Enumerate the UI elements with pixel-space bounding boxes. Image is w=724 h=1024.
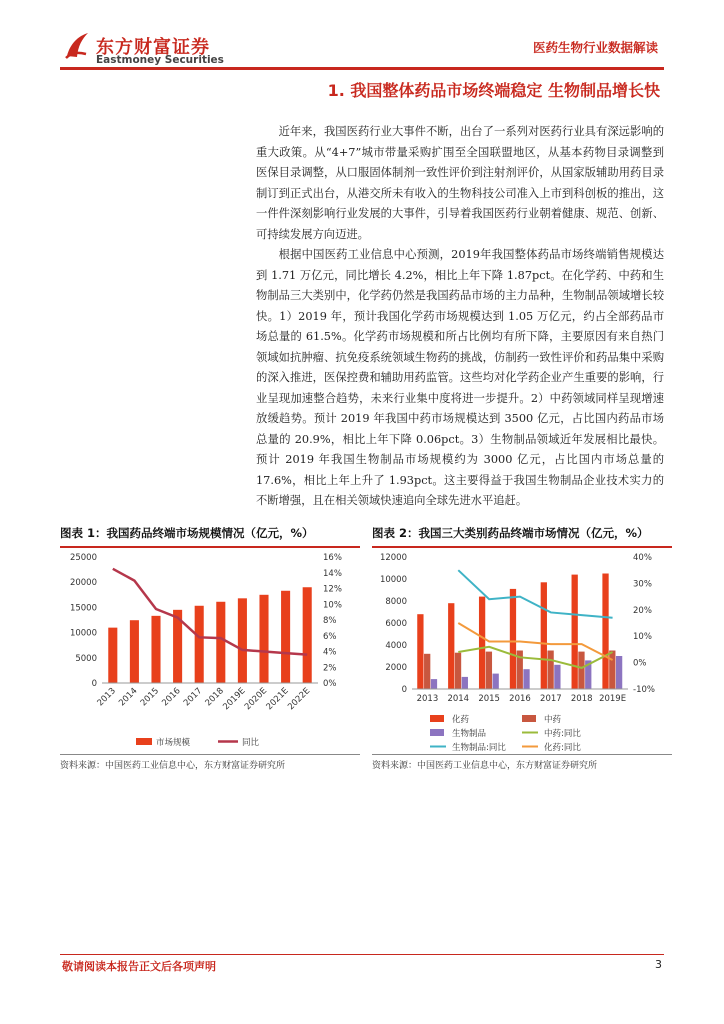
y-left-tick: 5000 <box>75 653 97 664</box>
figure-2-title: 图表 2：我国三大类别药品终端市场情况（亿元，%） <box>372 525 672 548</box>
section-title: 1. 我国整体药品市场终端稳定 生物制品增长快 <box>327 81 660 100</box>
footer-divider <box>60 954 664 955</box>
bar-tcm <box>424 654 430 689</box>
legend-swatch-hy <box>430 715 444 722</box>
brand-name-cn: 东方财富证券 <box>96 37 210 58</box>
paragraph-1: 近年来，我国医药行业大事件不断，出台了一系列对医药行业具有深远影响的重大政策。从“4+7”城市带量采购扩围至全国联盟地区，从基本药物目录调整到医保目录调整，从口服固体制剂一致性评价到注射剂评价，从国家版辅助用药目录制订到正式出台，从港交所未有收入的生物科技公司准入上市到科创板的推出，这一件件深刻影响行业发展的大事件，引导着我国医药行业朝着健康、规范、创新、可持续发展方向迈进。 <box>256 125 664 241</box>
bar-chemical <box>602 574 608 690</box>
bar-chemical <box>572 575 578 689</box>
bar-biologic <box>431 679 437 689</box>
bar-market-size <box>303 587 312 683</box>
legend-swatch-zy <box>522 715 536 722</box>
x-tick-label: 2013 <box>95 686 118 709</box>
bar-tcm <box>547 651 553 690</box>
y-right-tick: 6% <box>323 631 337 642</box>
y-right-tick: 2% <box>323 663 337 674</box>
y-left-tick: 10000 <box>379 575 407 585</box>
y-left-tick: 10000 <box>69 628 97 639</box>
x-tick-label: 2014 <box>447 694 470 704</box>
page-number: 3 <box>655 958 662 971</box>
x-tick-label: 2019E <box>599 694 627 704</box>
y-right-tick: 40% <box>633 553 652 563</box>
footer-disclaimer: 敬请阅读本报告正文后各项声明 <box>62 960 216 973</box>
legend-label-bar: 市场规模 <box>156 738 191 748</box>
figure-2-legend <box>430 714 581 753</box>
bar-market-size <box>108 628 117 683</box>
x-tick-label: 2018 <box>570 694 593 704</box>
bar-chemical <box>448 603 454 689</box>
bar-biologic <box>493 674 499 689</box>
bar-market-size <box>216 602 225 683</box>
paragraph-2: 根据中国医药工业信息中心预测，2019年我国整体药品市场终端销售规模达到 1.71 万亿元，同比增长 4.2%，相比上年下降 1.87pct。在化学药、中药和生物制品三大类别中，化学药仍然是我国药品市场的主力品种，生物制品领域增长较快。1）2019 年，预计我国化学药市场规模达到 1.05 万亿元，约占全部药品市场总量的 61.5%。化学药市场规模和所占比例均有所下降，主要原因有来自热门领域如抗肿瘤、抗免疫系统领域生物药的挑战，仿制药一致性评价和药品集中采购的深入推进，医保控费和辅助用药监管。这些均对化学药企业产生重要的影响，行业呈现加速整合趋势，未来行业集中度将进一步提升。2）中药领域同样呈现增速放缓趋势。预计 2019 年我国中药市场规模达到 3500 亿元，占比国内药品市场总量的 20.9%，相比上年下降 0.06pct。3）生物制品领域近年发展相比最快。预计 2019 年我国生物制品市场规模约为 3000 亿元，占比国内市场总量的 17.6%，相比上年上升了 1.93pct。这主要得益于我国生物制品企业技术实力的不断增强，且在相关领域快速追向全球先进水平追赶。 <box>256 248 664 507</box>
bar-market-size <box>238 598 247 683</box>
legend-label-sw: 生物制品 <box>452 729 487 739</box>
figure-1-title: 图表 1：我国药品终端市场规模情况（亿元，%） <box>60 525 360 548</box>
eastmoney-logo-icon <box>64 30 90 60</box>
y-left-tick: 12000 <box>379 553 407 563</box>
bar-chemical <box>417 614 423 689</box>
y-right-tick: 4% <box>323 647 337 658</box>
y-left-tick: 25000 <box>69 553 97 563</box>
figure-2-source: 资料来源：中国医药工业信息中心，东方财富证券研究所 <box>372 754 672 771</box>
y-right-tick: 0% <box>633 658 647 669</box>
x-tick-label: 2016 <box>160 686 183 709</box>
y-left-tick: 15000 <box>69 603 97 614</box>
bar-chemical <box>541 582 547 689</box>
y-right-tick: 10% <box>633 632 652 643</box>
figure-2-chart <box>372 549 672 754</box>
figure-1-source: 资料来源：中国医药工业信息中心，东方财富证券研究所 <box>60 754 360 771</box>
y-right-tick: 8% <box>323 616 337 626</box>
legend-label-hy-yoy: 化药:同比 <box>544 743 581 753</box>
bar-biologic <box>554 665 560 689</box>
x-tick-label: 2015 <box>138 686 162 709</box>
brand-name-en: Eastmoney Securities <box>96 54 224 66</box>
page-header <box>0 0 724 70</box>
x-tick-label: 2021E <box>264 686 291 713</box>
figure-1-chart <box>60 549 360 749</box>
bar-biologic <box>462 677 468 689</box>
y-left-tick: 8000 <box>385 597 407 607</box>
x-tick-label: 2022E <box>286 686 313 713</box>
bar-tcm <box>578 652 584 689</box>
header-divider <box>60 67 664 70</box>
bar-market-size <box>195 606 204 683</box>
bar-market-size <box>259 595 268 683</box>
bar-tcm <box>486 652 492 689</box>
x-tick-label: 2018 <box>203 686 226 709</box>
y-right-tick: 16% <box>323 553 342 563</box>
legend-label-zy: 中药 <box>544 715 562 725</box>
y-right-tick: -10% <box>633 685 655 695</box>
x-tick-label: 2013 <box>416 694 439 704</box>
y-right-tick: 12% <box>323 584 342 595</box>
bar-tcm <box>455 653 461 689</box>
y-left-tick: 20000 <box>69 578 97 589</box>
x-tick-label: 2017 <box>540 694 562 704</box>
figure-1 <box>60 525 360 771</box>
legend-swatch-sw <box>430 729 444 736</box>
bar-chemical <box>479 597 485 689</box>
legend-label-sw-yoy: 生物制品:同比 <box>452 743 506 753</box>
y-left-tick: 0 <box>91 679 97 689</box>
line-yoy <box>113 569 307 655</box>
y-right-tick: 10% <box>323 600 342 611</box>
figure-2 <box>372 525 672 771</box>
y-right-tick: 0% <box>323 679 337 689</box>
x-tick-label: 2019E <box>221 686 248 713</box>
bar-tcm <box>609 651 615 690</box>
legend-label-hy: 化药 <box>452 715 470 725</box>
legend-label-line: 同比 <box>242 738 260 748</box>
bar-chemical <box>510 589 516 689</box>
y-left-tick: 6000 <box>385 619 407 629</box>
report-type: 医药生物行业数据解读 <box>532 40 658 55</box>
x-tick-label: 2015 <box>478 694 500 704</box>
bar-biologic <box>616 656 622 689</box>
y-right-tick: 14% <box>323 568 342 579</box>
y-left-tick: 2000 <box>385 663 407 673</box>
bar-market-size <box>281 591 290 683</box>
body-text <box>256 122 664 512</box>
x-tick-label: 2014 <box>117 686 140 709</box>
bar-market-size <box>130 620 139 683</box>
x-tick-label: 2017 <box>181 686 205 709</box>
y-right-tick: 20% <box>633 605 652 616</box>
legend-label-zy-yoy: 中药:同比 <box>544 729 581 739</box>
y-right-tick: 30% <box>633 579 652 590</box>
figure-1-legend <box>136 737 260 748</box>
x-tick-label: 2020E <box>242 686 270 713</box>
bar-biologic <box>523 669 529 689</box>
y-left-tick: 4000 <box>385 641 407 651</box>
bar-market-size <box>151 616 160 683</box>
legend-swatch-bar <box>136 738 152 745</box>
y-left-tick: 0 <box>401 685 407 695</box>
x-tick-label: 2016 <box>509 694 531 704</box>
